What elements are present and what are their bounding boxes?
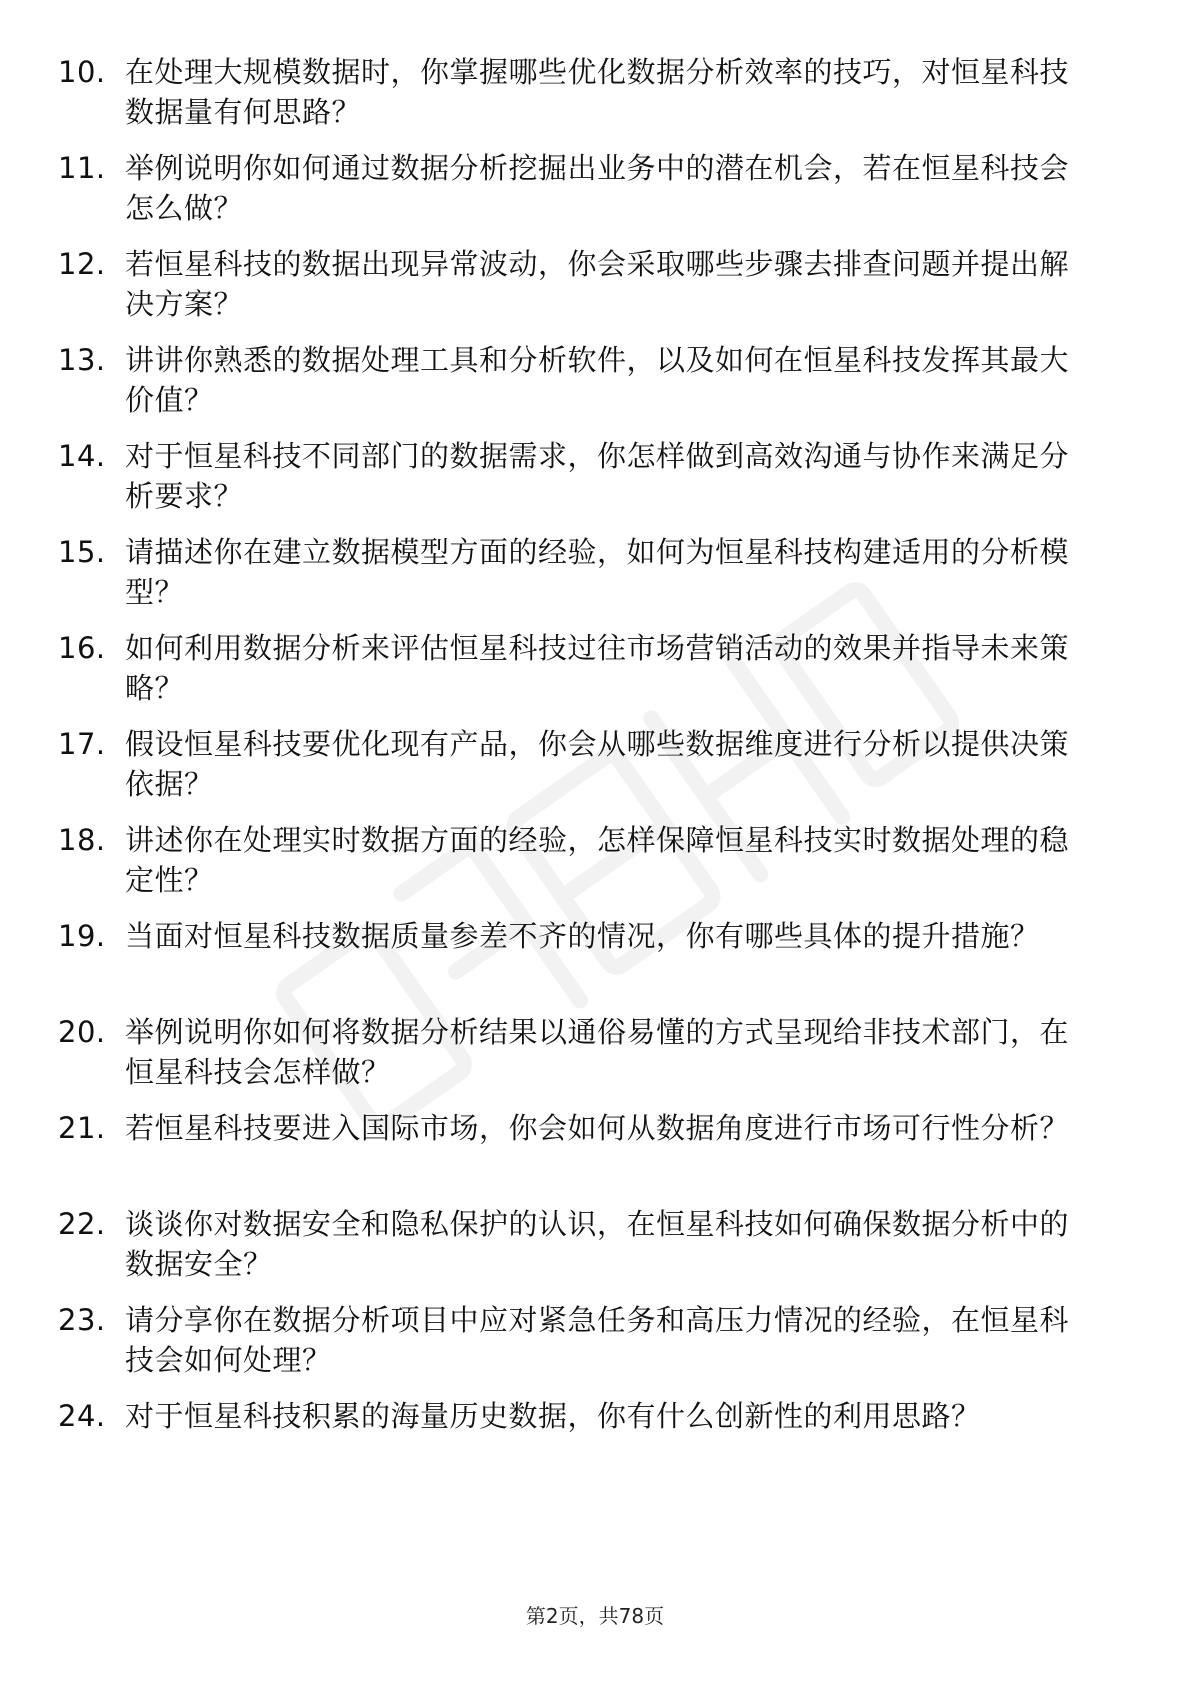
question-item [58,1108,1118,1198]
question-number: 22. [58,1207,106,1241]
page-footer [0,1602,1190,1630]
question-text: 举例说明你如何将数据分析结果以通俗易懂的方式呈现给非技术部门，在恒星科技会怎样做？ [125,1015,1070,1089]
question-number: 13. [58,343,106,377]
question-text: 若恒星科技的数据出现异常波动，你会采取哪些步骤去排查问题并提出解决方案？ [125,247,1070,321]
question-item [58,628,1118,718]
question-number: 16. [58,631,106,665]
question-item [58,436,1118,526]
question-item [58,1204,1118,1294]
question-text: 请描述你在建立数据模型方面的经验，如何为恒星科技构建适用的分析模型？ [125,535,1070,609]
question-text: 对于恒星科技积累的海量历史数据，你有什么创新性的利用思路？ [125,1399,981,1433]
question-item [58,148,1118,238]
question-text: 在处理大规模数据时，你掌握哪些优化数据分析效率的技巧，对恒星科技数据量有何思路？ [125,55,1070,129]
question-number: 24. [58,1399,106,1433]
question-number: 15. [58,535,106,569]
question-item [58,532,1118,622]
question-item [58,52,1118,142]
question-item [58,724,1118,814]
question-item [58,1396,1118,1486]
question-number: 11. [58,151,106,185]
question-number: 17. [58,727,106,761]
question-number: 10. [58,55,106,89]
page-number-label: 第2页，共78页 [525,1604,665,1628]
question-text: 讲讲你熟悉的数据处理工具和分析软件，以及如何在恒星科技发挥其最大价值？ [125,343,1070,417]
question-number: 21. [58,1111,106,1145]
question-number: 23. [58,1303,106,1337]
question-text: 对于恒星科技不同部门的数据需求，你怎样做到高效沟通与协作来满足分析要求？ [125,439,1070,513]
question-item [58,820,1118,910]
question-number: 19. [58,919,106,953]
question-item [58,1012,1118,1102]
question-text: 举例说明你如何通过数据分析挖掘出业务中的潜在机会，若在恒星科技会怎么做？ [125,151,1070,225]
question-text: 如何利用数据分析来评估恒星科技过往市场营销活动的效果并指导未来策略？ [125,631,1070,705]
question-number: 14. [58,439,106,473]
question-text: 讲述你在处理实时数据方面的经验，怎样保障恒星科技实时数据处理的稳定性？ [125,823,1070,897]
question-item [58,916,1118,1006]
question-number: 18. [58,823,106,857]
question-item [58,1300,1118,1390]
question-text: 请分享你在数据分析项目中应对紧急任务和高压力情况的经验，在恒星科技会如何处理？ [125,1303,1070,1377]
question-text: 当面对恒星科技数据质量参差不齐的情况，你有哪些具体的提升措施？ [125,919,1040,953]
question-text: 假设恒星科技要优化现有产品，你会从哪些数据维度进行分析以提供决策依据？ [125,727,1070,801]
question-number: 20. [58,1015,106,1049]
question-number: 12. [58,247,106,281]
question-text: 若恒星科技要进入国际市场，你会如何从数据角度进行市场可行性分析？ [125,1111,1070,1145]
question-item [58,340,1118,430]
question-text: 谈谈你对数据安全和隐私保护的认识，在恒星科技如何确保数据分析中的数据安全？ [125,1207,1070,1281]
question-item [58,244,1118,334]
